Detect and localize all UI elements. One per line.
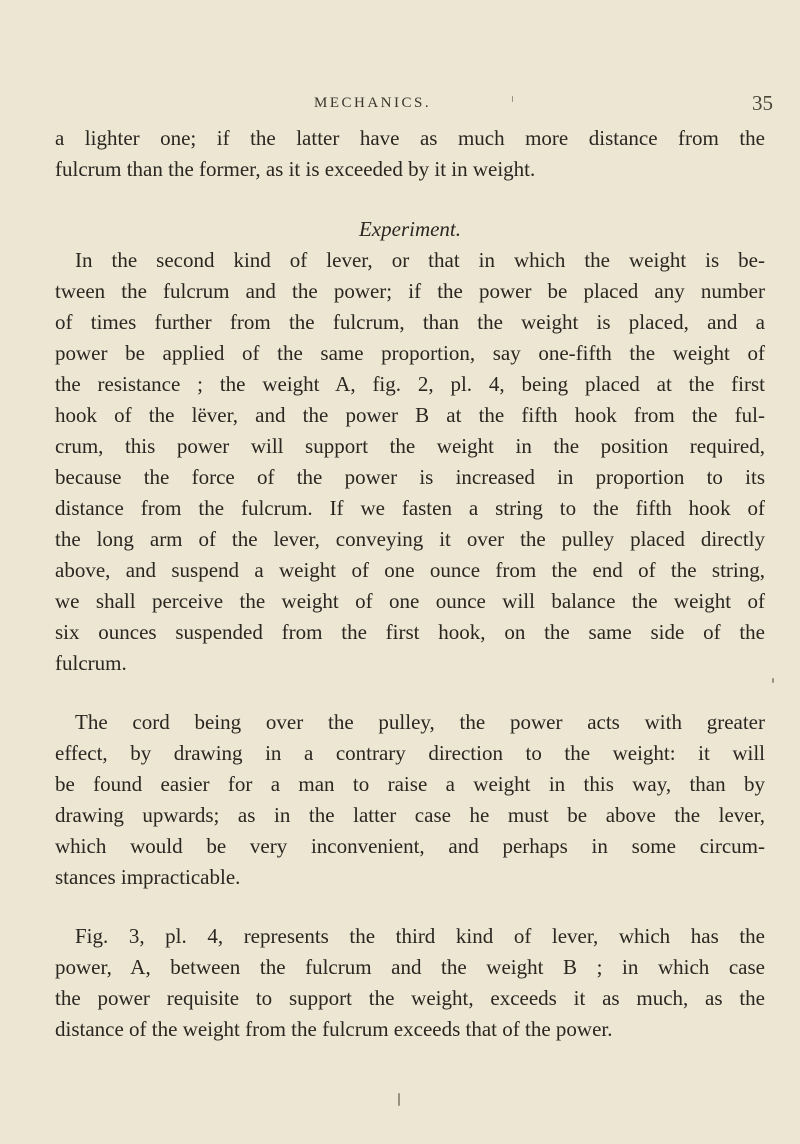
text-line: crum, this power will support the weight in the position required, (55, 434, 765, 458)
text-line: a lighter one; if the latter have as much more distance from the (55, 126, 765, 150)
text-line: we shall perceive the weight of one ounce will balance the weight of (55, 589, 765, 613)
text-line: the power requisite to support the weight, exceeds it as much, as the (55, 986, 765, 1010)
text-line: power be applied of the same proportion, say one-fifth the weight of (55, 341, 765, 365)
text-line: drawing upwards; as in the latter case he must be above the lever, (55, 803, 765, 827)
page-number: 35 (752, 91, 773, 115)
text-line: above, and suspend a weight of one ounce from the end of the string, (55, 558, 765, 582)
text-line: effect, by drawing in a contrary direction to the weight: it will (55, 741, 765, 765)
text-line: be found easier for a man to raise a weight in this way, than by (55, 772, 765, 796)
text-line: fulcrum than the former, as it is exceeded by it in weight. (55, 157, 536, 181)
text-line: hook of the lëver, and the power B at the fifth hook from the ful- (55, 403, 765, 427)
running-title: MECHANICS. (314, 95, 432, 111)
paper-mark (512, 96, 513, 102)
text-line: distance from the fulcrum. If we fasten a string to the fifth hook of (55, 496, 765, 520)
running-head (0, 91, 800, 125)
text-line: the resistance ; the weight A, fig. 2, pl. 4, being placed at the first (55, 372, 765, 396)
text-line: which would be very inconvenient, and perhaps in some circum- (55, 834, 765, 858)
text-line: six ounces suspended from the first hook, on the same side of the (55, 620, 765, 644)
text-line: the long arm of the lever, conveying it over the pulley placed directly (55, 527, 765, 551)
paper-mark (398, 1093, 400, 1106)
text-line: distance of the weight from the fulcrum exceeds that of the power. (55, 1017, 613, 1041)
text-line: stances impracticable. (55, 865, 241, 889)
text-line: power, A, between the fulcrum and the weight B ; in which case (55, 955, 765, 979)
paper-mark (772, 678, 774, 683)
text-line: The cord being over the pulley, the power acts with greater (75, 710, 765, 734)
text-line: Fig. 3, pl. 4, represents the third kind of lever, which has the (75, 924, 765, 948)
text-line: fulcrum. (55, 651, 127, 675)
text-line: because the force of the power is increased in proportion to its (55, 465, 765, 489)
text-line: tween the fulcrum and the power; if the power be placed any number (55, 279, 765, 303)
text-line: of times further from the fulcrum, than the weight is placed, and a (55, 310, 765, 334)
text-line: In the second kind of lever, or that in which the weight is be- (75, 248, 765, 272)
section-heading: Experiment. (358, 217, 462, 241)
